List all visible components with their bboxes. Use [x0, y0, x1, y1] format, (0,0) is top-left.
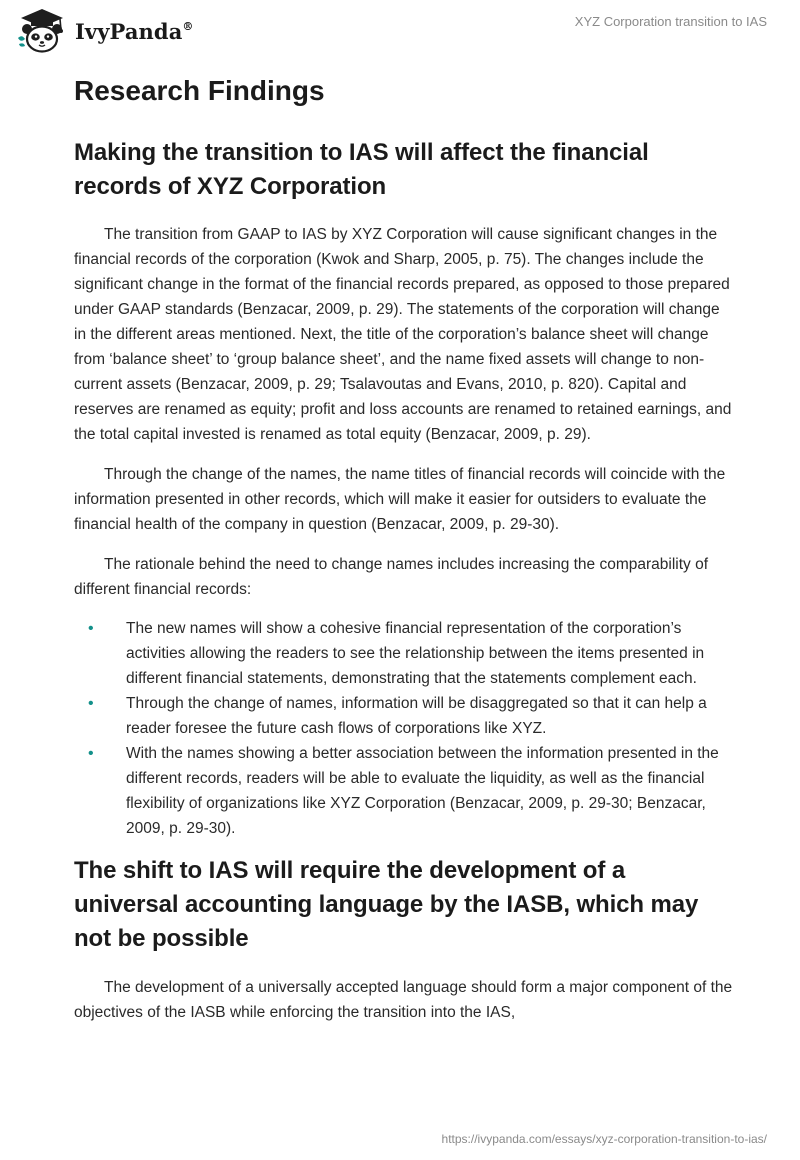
panda-graduate-icon	[16, 8, 68, 54]
document-title: XYZ Corporation transition to IAS	[574, 14, 767, 29]
source-link[interactable]: https://ivypanda.com/essays/xyz-corporation-transition-to-ias/	[441, 1132, 767, 1146]
registered-mark: ®	[182, 19, 194, 33]
bullet-list	[74, 616, 734, 841]
article-body	[74, 74, 734, 1025]
bullet-dot-icon: •	[88, 695, 94, 712]
bullet-dot-icon: •	[88, 745, 94, 762]
list-item	[74, 741, 734, 841]
list-item	[74, 691, 734, 741]
list-item-text: Through the change of names, information will be disaggregated so that it can help a reader foresee the future cash flows of corporations like XYZ.	[126, 695, 707, 737]
page-heading: Research Findings	[74, 75, 325, 106]
list-item-text: With the names showing a better association between the information presented in the different records, readers will be able to evaluate the liquidity, as well as the financial flexibility of organizations like XYZ Corporation (Benzacar, 2009, p. 29-30; Benzacar, 2009, p. 29-30).	[126, 745, 719, 837]
paragraph-3: The rationale behind the need to change names includes increasing the comparability of different financial records:	[74, 556, 709, 598]
paragraph-1: The transition from GAAP to IAS by XYZ Corporation will cause significant changes in the financial records of the corporation (Kwok and Sharp, 2005, p. 75). The changes include the significant change in the format of the financial records prepared, as opposed to those prepared under GAAP standards (Benzacar, 2009, p. 29). The statements of the corporation will change in the different areas mentioned. Next, the title of the corporation’s balance sheet will change from ‘balance sheet’ to ‘group balance sheet’, and the name fixed assets will change to non-current assets (Benzacar, 2009, p. 29; Tsalavoutas and Evans, 2010, p. 820). Capital and reserves are renamed as equity; profit and loss accounts are renamed to retained earnings, and the total capital invested is renamed as total equity (Benzacar, 2009, p. 29).	[74, 226, 732, 443]
section-heading-1: Making the transition to IAS will affect the financial records of XYZ Corporation	[74, 139, 649, 200]
brand-name: IvyPanda®	[75, 18, 194, 44]
paragraph-2: Through the change of the names, the name titles of financial records will coincide with the information presented in other records, which will make it easier for outsiders to evaluate the financial health of the company in question (Benzacar, 2009, p. 29-30).	[74, 466, 726, 533]
bullet-dot-icon: •	[88, 620, 94, 637]
brand-logo[interactable]	[16, 8, 194, 54]
paragraph-4: The development of a universally accepted language should form a major component of the objectives of the IASB while enforcing the transition into the IAS,	[74, 979, 733, 1021]
list-item-text: The new names will show a cohesive financial representation of the corporation’s activities allowing the readers to see the relationship between the items presented in different financial statements, demonstrating that the statements complement each.	[126, 620, 705, 687]
page-header	[0, 0, 800, 62]
section-heading-2: The shift to IAS will require the development of a universal accounting language by the IASB, which may not be possible	[74, 857, 699, 952]
list-item	[74, 616, 734, 691]
